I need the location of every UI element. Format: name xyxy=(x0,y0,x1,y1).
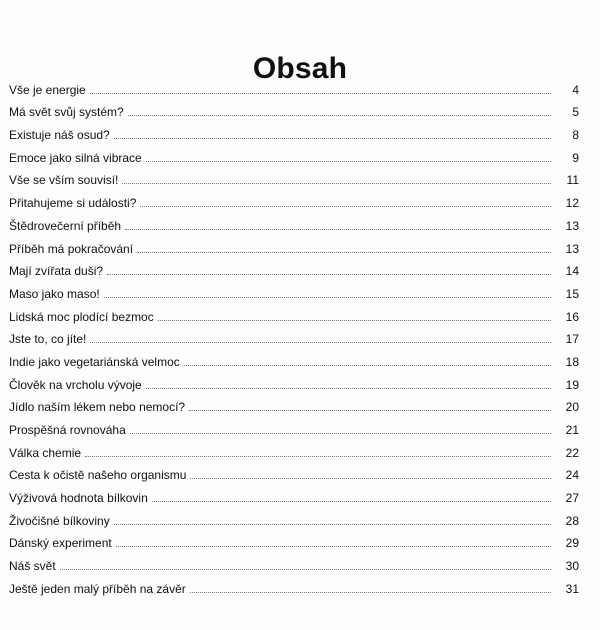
toc-entry-label: Přitahujeme si události? xyxy=(9,196,137,211)
toc-entry xyxy=(9,370,579,393)
toc-entry xyxy=(9,393,579,416)
toc-page-number: 20 xyxy=(565,400,579,415)
toc-page-number: 4 xyxy=(572,82,579,97)
leader-dots xyxy=(137,252,551,253)
toc-entry-label: Má svět svůj systém? xyxy=(9,105,124,120)
leader-dots xyxy=(152,501,551,502)
toc-entry xyxy=(9,279,579,302)
toc-entry xyxy=(9,166,579,189)
leader-dots xyxy=(189,410,551,411)
toc-entry-label: Člověk na vrcholu vývoje xyxy=(9,377,142,392)
leader-dots xyxy=(116,546,551,547)
toc-entry xyxy=(9,98,579,121)
toc-entry-label: Lidská moc plodící bezmoc xyxy=(9,309,154,324)
leader-dots xyxy=(125,229,551,230)
toc-page-number: 17 xyxy=(565,332,579,347)
toc-page-number: 9 xyxy=(572,150,579,165)
toc-entry xyxy=(9,506,579,529)
toc-entry-label: Prospěšná rovnováha xyxy=(9,423,126,437)
toc-page-number: 28 xyxy=(565,513,579,528)
toc-page-number: 8 xyxy=(572,128,579,143)
toc-page-number: 27 xyxy=(565,491,579,506)
toc-page-number: 5 xyxy=(572,105,579,120)
toc-entry-label: Indie jako vegetariánská velmoc xyxy=(9,354,180,369)
table-of-contents xyxy=(9,75,579,597)
toc-entry xyxy=(9,483,579,506)
toc-page-number: 11 xyxy=(566,173,579,188)
toc-entry xyxy=(9,120,579,143)
leader-dots xyxy=(114,138,551,139)
leader-dots xyxy=(104,297,551,298)
toc-entry-label: Vše je energie xyxy=(9,82,86,97)
toc-page-number: 31 xyxy=(565,581,579,596)
toc-page-number: 16 xyxy=(565,309,579,324)
toc-page-number: 21 xyxy=(565,423,579,437)
toc-entry xyxy=(9,574,579,597)
leader-dots xyxy=(60,569,551,570)
leader-dots xyxy=(107,274,551,275)
toc-entry-label: Maso jako maso! xyxy=(9,286,100,301)
toc-entry-label: Existuje náš osud? xyxy=(9,128,110,143)
leader-dots xyxy=(158,320,551,321)
toc-page-number: 13 xyxy=(565,218,579,233)
toc-entry xyxy=(9,302,579,325)
leader-dots xyxy=(90,93,551,94)
toc-entry-label: Emoce jako silná vibrace xyxy=(9,150,142,165)
leader-dots xyxy=(190,478,551,479)
toc-entry-label: Jste to, co jíte! xyxy=(9,332,87,347)
leader-dots xyxy=(184,365,551,366)
toc-entry xyxy=(9,438,579,461)
toc-entry-label: Ještě jeden malý příběh na závěr xyxy=(9,581,186,596)
toc-entry-label: Živočišné bílkoviny xyxy=(9,513,110,528)
toc-entry-label: Cesta k očistě našeho organismu xyxy=(9,468,187,483)
leader-dots xyxy=(130,433,551,434)
toc-entry xyxy=(9,551,579,574)
toc-entry xyxy=(9,143,579,166)
toc-entry xyxy=(9,461,579,484)
leader-dots xyxy=(128,115,551,116)
toc-page-number: 24 xyxy=(565,468,579,483)
toc-entry-label: Vše se vším souvisí! xyxy=(9,173,119,188)
leader-dots xyxy=(114,524,551,525)
toc-page-number: 29 xyxy=(565,536,579,551)
toc-entry-label: Náš svět xyxy=(9,559,56,574)
toc-entry-label: Štědrovečerní příběh xyxy=(9,218,122,233)
toc-entry-label: Příběh má pokračování xyxy=(9,241,134,256)
toc-entry-label: Válka chemie xyxy=(9,445,82,460)
toc-entry-label: Dánský experiment xyxy=(9,536,112,551)
leader-dots xyxy=(140,206,551,207)
toc-page-number: 12 xyxy=(565,196,579,211)
toc-page-number: 18 xyxy=(565,354,579,369)
toc-page-number: 22 xyxy=(565,445,579,460)
toc-entry xyxy=(9,415,579,438)
page-title: Obsah xyxy=(252,52,348,86)
leader-dots xyxy=(90,342,551,343)
leader-dots xyxy=(85,456,551,457)
toc-entry xyxy=(9,257,579,280)
toc-entry xyxy=(9,347,579,370)
toc-entry-label: Jídlo naším lékem nebo nemocí? xyxy=(9,400,186,415)
toc-page-number: 14 xyxy=(565,264,579,279)
toc-entry xyxy=(9,75,579,98)
toc-entry xyxy=(9,211,579,234)
toc-page-number: 13 xyxy=(565,241,579,256)
toc-entry xyxy=(9,529,579,552)
toc-page-number: 15 xyxy=(565,286,579,301)
toc-entry-label: Mají zvířata duši? xyxy=(9,264,104,279)
toc-page-number: 30 xyxy=(565,559,579,574)
leader-dots xyxy=(190,592,551,593)
toc-page-number: 19 xyxy=(565,377,579,392)
toc-entry xyxy=(9,188,579,211)
leader-dots xyxy=(146,388,551,389)
toc-entry-label: Výživová hodnota bílkovin xyxy=(9,491,148,506)
toc-entry xyxy=(9,325,579,348)
leader-dots xyxy=(122,183,551,184)
toc-entry xyxy=(9,234,579,257)
leader-dots xyxy=(146,161,551,162)
